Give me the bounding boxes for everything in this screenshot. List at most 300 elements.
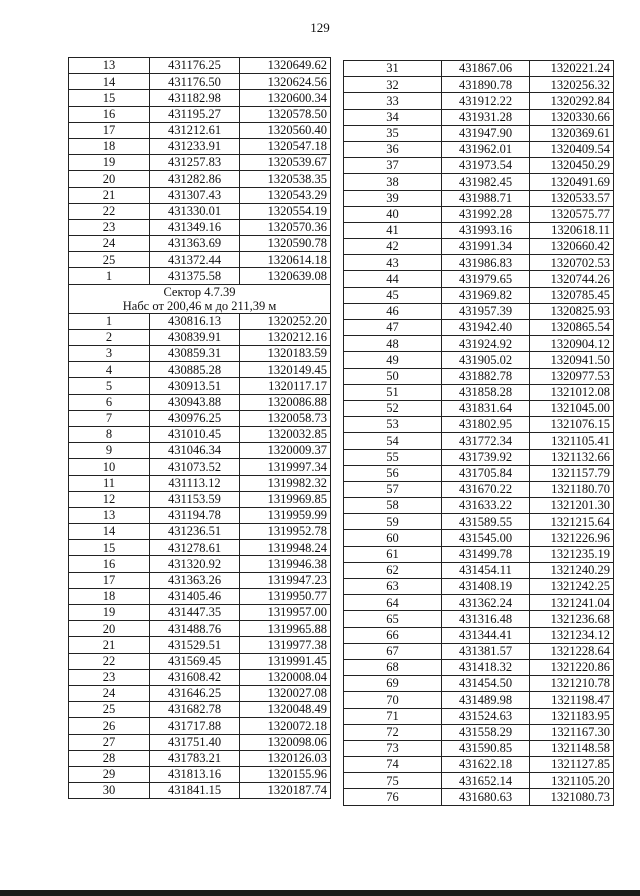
table-row — [69, 540, 331, 556]
y-coordinate: 1320086.88 — [240, 394, 331, 410]
y-coordinate: 1319947.23 — [240, 572, 331, 588]
y-coordinate: 1320149.45 — [240, 362, 331, 378]
y-coordinate: 1320539.67 — [240, 155, 331, 171]
point-number: 60 — [344, 530, 442, 546]
point-number: 58 — [344, 498, 442, 514]
point-number: 73 — [344, 740, 442, 756]
table-row — [69, 475, 331, 491]
point-number: 23 — [69, 669, 150, 685]
table-row — [69, 378, 331, 394]
x-coordinate: 431772.34 — [442, 433, 530, 449]
point-number: 26 — [69, 718, 150, 734]
y-coordinate: 1319946.38 — [240, 556, 331, 572]
table-row — [344, 320, 614, 336]
point-number: 55 — [344, 449, 442, 465]
x-coordinate: 431991.34 — [442, 239, 530, 255]
table-row — [69, 106, 331, 122]
y-coordinate: 1320027.08 — [240, 685, 331, 701]
y-coordinate: 1320032.85 — [240, 426, 331, 442]
point-number: 74 — [344, 757, 442, 773]
point-number: 37 — [344, 158, 442, 174]
table-row — [344, 93, 614, 109]
y-coordinate: 1319965.88 — [240, 621, 331, 637]
x-coordinate: 431405.46 — [150, 588, 240, 604]
y-coordinate: 1320560.40 — [240, 122, 331, 138]
y-coordinate: 1320252.20 — [240, 313, 331, 329]
table-row — [344, 433, 614, 449]
x-coordinate: 431176.50 — [150, 74, 240, 90]
x-coordinate: 431316.48 — [442, 611, 530, 627]
point-number: 69 — [344, 676, 442, 692]
table-row — [69, 410, 331, 426]
x-coordinate: 431867.06 — [442, 61, 530, 77]
table-row — [69, 122, 331, 138]
point-number: 75 — [344, 773, 442, 789]
table-row — [344, 141, 614, 157]
x-coordinate: 431363.26 — [150, 572, 240, 588]
y-coordinate: 1321180.70 — [530, 481, 614, 497]
point-number: 43 — [344, 255, 442, 271]
table-row — [69, 621, 331, 637]
x-coordinate: 431962.01 — [442, 141, 530, 157]
y-coordinate: 1320072.18 — [240, 718, 331, 734]
point-number: 12 — [69, 491, 150, 507]
y-coordinate: 1320098.06 — [240, 734, 331, 750]
point-number: 62 — [344, 562, 442, 578]
x-coordinate: 430839.91 — [150, 329, 240, 345]
sector-subtitle: Набс от 200,46 м до 211,39 м — [122, 298, 277, 313]
table-row — [344, 692, 614, 708]
y-coordinate: 1320547.18 — [240, 138, 331, 154]
x-coordinate: 431236.51 — [150, 524, 240, 540]
y-coordinate: 1321201.30 — [530, 498, 614, 514]
table-row — [344, 740, 614, 756]
x-coordinate: 431408.19 — [442, 579, 530, 595]
left-table-top-rows — [69, 58, 331, 285]
x-coordinate: 431813.16 — [150, 766, 240, 782]
table-row — [344, 222, 614, 238]
y-coordinate: 1320409.54 — [530, 141, 614, 157]
point-number: 29 — [69, 766, 150, 782]
table-row — [344, 643, 614, 659]
point-number: 14 — [69, 524, 150, 540]
y-coordinate: 1321157.79 — [530, 465, 614, 481]
table-row — [344, 498, 614, 514]
point-number: 10 — [69, 459, 150, 475]
x-coordinate: 431363.69 — [150, 236, 240, 252]
x-coordinate: 430943.88 — [150, 394, 240, 410]
x-coordinate: 431046.34 — [150, 443, 240, 459]
point-number: 17 — [69, 572, 150, 588]
table-row — [344, 676, 614, 692]
table-row — [344, 481, 614, 497]
y-coordinate: 1321127.85 — [530, 757, 614, 773]
y-coordinate: 1320590.78 — [240, 236, 331, 252]
x-coordinate: 431375.58 — [150, 268, 240, 284]
x-coordinate: 431802.95 — [442, 417, 530, 433]
point-number: 15 — [69, 90, 150, 106]
x-coordinate: 431153.59 — [150, 491, 240, 507]
x-coordinate: 431979.65 — [442, 271, 530, 287]
y-coordinate: 1319959.99 — [240, 507, 331, 523]
point-number: 19 — [69, 155, 150, 171]
point-number: 1 — [69, 313, 150, 329]
y-coordinate: 1321198.47 — [530, 692, 614, 708]
x-coordinate: 431969.82 — [442, 287, 530, 303]
x-coordinate: 431307.43 — [150, 187, 240, 203]
point-number: 66 — [344, 627, 442, 643]
point-number: 28 — [69, 750, 150, 766]
x-coordinate: 430859.31 — [150, 346, 240, 362]
point-number: 24 — [69, 236, 150, 252]
x-coordinate: 431957.39 — [442, 303, 530, 319]
x-coordinate: 431282.86 — [150, 171, 240, 187]
point-number: 19 — [69, 605, 150, 621]
y-coordinate: 1321132.66 — [530, 449, 614, 465]
y-coordinate: 1320624.56 — [240, 74, 331, 90]
x-coordinate: 431947.90 — [442, 125, 530, 141]
point-number: 2 — [69, 329, 150, 345]
point-number: 40 — [344, 206, 442, 222]
y-coordinate: 1321105.20 — [530, 773, 614, 789]
point-number: 18 — [69, 138, 150, 154]
y-coordinate: 1319957.00 — [240, 605, 331, 621]
x-coordinate: 431344.41 — [442, 627, 530, 643]
table-row — [69, 313, 331, 329]
y-coordinate: 1320649.62 — [240, 58, 331, 74]
x-coordinate: 431212.61 — [150, 122, 240, 138]
y-coordinate: 1320126.03 — [240, 750, 331, 766]
x-coordinate: 431488.76 — [150, 621, 240, 637]
x-coordinate: 431680.63 — [442, 789, 530, 805]
table-row — [344, 773, 614, 789]
table-row — [344, 465, 614, 481]
y-coordinate: 1320491.69 — [530, 174, 614, 190]
point-number: 22 — [69, 653, 150, 669]
x-coordinate: 431912.22 — [442, 93, 530, 109]
y-coordinate: 1321012.08 — [530, 384, 614, 400]
x-coordinate: 431751.40 — [150, 734, 240, 750]
table-row — [344, 611, 614, 627]
x-coordinate: 431372.44 — [150, 252, 240, 268]
table-row — [344, 400, 614, 416]
table-row — [344, 514, 614, 530]
y-coordinate: 1319982.32 — [240, 475, 331, 491]
y-coordinate: 1321236.68 — [530, 611, 614, 627]
y-coordinate: 1320744.26 — [530, 271, 614, 287]
point-number: 21 — [69, 637, 150, 653]
x-coordinate: 431194.78 — [150, 507, 240, 523]
table-row — [344, 757, 614, 773]
point-number: 21 — [69, 187, 150, 203]
point-number: 20 — [69, 171, 150, 187]
sector-title: Сектор 4.7.39 — [163, 284, 236, 299]
x-coordinate: 431783.21 — [150, 750, 240, 766]
y-coordinate: 1320702.53 — [530, 255, 614, 271]
point-number: 24 — [69, 685, 150, 701]
y-coordinate: 1321241.04 — [530, 595, 614, 611]
x-coordinate: 430885.28 — [150, 362, 240, 378]
point-number: 3 — [69, 346, 150, 362]
x-coordinate: 431454.11 — [442, 562, 530, 578]
table-row — [69, 443, 331, 459]
table-row — [344, 595, 614, 611]
coordinates-table-left — [68, 57, 331, 799]
x-coordinate: 431320.92 — [150, 556, 240, 572]
point-number: 35 — [344, 125, 442, 141]
table-row — [344, 206, 614, 222]
point-number: 1 — [69, 268, 150, 284]
point-number: 72 — [344, 724, 442, 740]
table-row — [69, 734, 331, 750]
y-coordinate: 1320825.93 — [530, 303, 614, 319]
y-coordinate: 1320533.57 — [530, 190, 614, 206]
table-row — [69, 426, 331, 442]
point-number: 11 — [69, 475, 150, 491]
point-number: 14 — [69, 74, 150, 90]
point-number: 52 — [344, 400, 442, 416]
x-coordinate: 430816.13 — [150, 313, 240, 329]
point-number: 61 — [344, 546, 442, 562]
y-coordinate: 1321076.15 — [530, 417, 614, 433]
table-row — [344, 546, 614, 562]
point-number: 31 — [344, 61, 442, 77]
point-number: 5 — [69, 378, 150, 394]
table-row — [344, 384, 614, 400]
x-coordinate: 431986.83 — [442, 255, 530, 271]
table-row — [69, 588, 331, 604]
table-row — [69, 155, 331, 171]
point-number: 42 — [344, 239, 442, 255]
y-coordinate: 1320538.35 — [240, 171, 331, 187]
y-coordinate: 1320183.59 — [240, 346, 331, 362]
y-coordinate: 1320155.96 — [240, 766, 331, 782]
point-number: 46 — [344, 303, 442, 319]
table-row — [69, 329, 331, 345]
point-number: 56 — [344, 465, 442, 481]
point-number: 39 — [344, 190, 442, 206]
x-coordinate: 431590.85 — [442, 740, 530, 756]
table-row — [344, 530, 614, 546]
x-coordinate: 431608.42 — [150, 669, 240, 685]
y-coordinate: 1320187.74 — [240, 783, 331, 799]
table-row — [69, 637, 331, 653]
point-number: 50 — [344, 368, 442, 384]
y-coordinate: 1320941.50 — [530, 352, 614, 368]
y-coordinate: 1321226.96 — [530, 530, 614, 546]
table-row — [69, 669, 331, 685]
sector-header-group — [69, 284, 331, 313]
y-coordinate: 1320660.42 — [530, 239, 614, 255]
y-coordinate: 1321183.95 — [530, 708, 614, 724]
y-coordinate: 1321215.64 — [530, 514, 614, 530]
y-coordinate: 1320570.36 — [240, 219, 331, 235]
table-row — [69, 268, 331, 284]
x-coordinate: 431831.64 — [442, 400, 530, 416]
point-number: 45 — [344, 287, 442, 303]
table-row — [69, 572, 331, 588]
left-table-bottom-rows — [69, 313, 331, 799]
y-coordinate: 1320058.73 — [240, 410, 331, 426]
scan-edge-bar — [0, 890, 640, 896]
point-number: 8 — [69, 426, 150, 442]
point-number: 32 — [344, 77, 442, 93]
y-coordinate: 1321105.41 — [530, 433, 614, 449]
table-row — [344, 287, 614, 303]
y-coordinate: 1320785.45 — [530, 287, 614, 303]
y-coordinate: 1320369.61 — [530, 125, 614, 141]
sector-header-row — [69, 284, 331, 313]
x-coordinate: 431652.14 — [442, 773, 530, 789]
y-coordinate: 1319969.85 — [240, 491, 331, 507]
y-coordinate: 1319952.78 — [240, 524, 331, 540]
x-coordinate: 430913.51 — [150, 378, 240, 394]
y-coordinate: 1320048.49 — [240, 702, 331, 718]
table-row — [344, 239, 614, 255]
x-coordinate: 431905.02 — [442, 352, 530, 368]
x-coordinate: 431381.57 — [442, 643, 530, 659]
table-row — [344, 255, 614, 271]
table-row — [69, 362, 331, 378]
x-coordinate: 431257.83 — [150, 155, 240, 171]
point-number: 23 — [69, 219, 150, 235]
y-coordinate: 1321235.19 — [530, 546, 614, 562]
x-coordinate: 431982.45 — [442, 174, 530, 190]
point-number: 65 — [344, 611, 442, 627]
x-coordinate: 431931.28 — [442, 109, 530, 125]
y-coordinate: 1319991.45 — [240, 653, 331, 669]
point-number: 16 — [69, 106, 150, 122]
point-number: 4 — [69, 362, 150, 378]
x-coordinate: 431858.28 — [442, 384, 530, 400]
y-coordinate: 1321234.12 — [530, 627, 614, 643]
x-coordinate: 431489.98 — [442, 692, 530, 708]
x-coordinate: 431942.40 — [442, 320, 530, 336]
x-coordinate: 431418.32 — [442, 659, 530, 675]
y-coordinate: 1320575.77 — [530, 206, 614, 222]
y-coordinate: 1321210.78 — [530, 676, 614, 692]
point-number: 76 — [344, 789, 442, 805]
x-coordinate: 431010.45 — [150, 426, 240, 442]
table-row — [344, 303, 614, 319]
point-number: 9 — [69, 443, 150, 459]
x-coordinate: 431362.24 — [442, 595, 530, 611]
table-row — [344, 77, 614, 93]
table-row — [344, 336, 614, 352]
table-row — [344, 125, 614, 141]
y-coordinate: 1321228.64 — [530, 643, 614, 659]
table-row — [69, 58, 331, 74]
y-coordinate: 1320865.54 — [530, 320, 614, 336]
y-coordinate: 1320600.34 — [240, 90, 331, 106]
y-coordinate: 1320221.24 — [530, 61, 614, 77]
x-coordinate: 431349.16 — [150, 219, 240, 235]
point-number: 41 — [344, 222, 442, 238]
point-number: 20 — [69, 621, 150, 637]
point-number: 68 — [344, 659, 442, 675]
y-coordinate: 1321242.25 — [530, 579, 614, 595]
point-number: 36 — [344, 141, 442, 157]
x-coordinate: 431454.50 — [442, 676, 530, 692]
y-coordinate: 1319997.34 — [240, 459, 331, 475]
x-coordinate: 431233.91 — [150, 138, 240, 154]
table-row — [69, 507, 331, 523]
table-row — [69, 783, 331, 799]
point-number: 54 — [344, 433, 442, 449]
point-number: 22 — [69, 203, 150, 219]
point-number: 70 — [344, 692, 442, 708]
table-row — [344, 190, 614, 206]
x-coordinate: 431278.61 — [150, 540, 240, 556]
table-row — [69, 653, 331, 669]
table-row — [344, 368, 614, 384]
y-coordinate: 1320212.16 — [240, 329, 331, 345]
table-row — [344, 174, 614, 190]
point-number: 47 — [344, 320, 442, 336]
table-row — [69, 74, 331, 90]
table-row — [69, 491, 331, 507]
point-number: 30 — [69, 783, 150, 799]
point-number: 67 — [344, 643, 442, 659]
table-row — [69, 394, 331, 410]
y-coordinate: 1320554.19 — [240, 203, 331, 219]
table-row — [344, 789, 614, 805]
x-coordinate: 431558.29 — [442, 724, 530, 740]
x-coordinate: 431992.28 — [442, 206, 530, 222]
y-coordinate: 1319948.24 — [240, 540, 331, 556]
point-number: 59 — [344, 514, 442, 530]
point-number: 63 — [344, 579, 442, 595]
y-coordinate: 1321240.29 — [530, 562, 614, 578]
table-row — [344, 562, 614, 578]
x-coordinate: 431682.78 — [150, 702, 240, 718]
table-row — [69, 718, 331, 734]
x-coordinate: 431182.98 — [150, 90, 240, 106]
x-coordinate: 431717.88 — [150, 718, 240, 734]
y-coordinate: 1320977.53 — [530, 368, 614, 384]
table-row — [69, 236, 331, 252]
table-row — [69, 685, 331, 701]
table-row — [69, 459, 331, 475]
table-row — [69, 524, 331, 540]
table-row — [344, 627, 614, 643]
x-coordinate: 431330.01 — [150, 203, 240, 219]
point-number: 34 — [344, 109, 442, 125]
table-row — [69, 187, 331, 203]
point-number: 7 — [69, 410, 150, 426]
y-coordinate: 1320618.11 — [530, 222, 614, 238]
sector-header-cell — [69, 284, 331, 313]
x-coordinate: 431890.78 — [442, 77, 530, 93]
x-coordinate: 431993.16 — [442, 222, 530, 238]
x-coordinate: 431633.22 — [442, 498, 530, 514]
point-number: 25 — [69, 252, 150, 268]
y-coordinate: 1321045.00 — [530, 400, 614, 416]
table-row — [344, 449, 614, 465]
point-number: 49 — [344, 352, 442, 368]
y-coordinate: 1319977.38 — [240, 637, 331, 653]
x-coordinate: 431646.25 — [150, 685, 240, 701]
y-coordinate: 1320639.08 — [240, 268, 331, 284]
y-coordinate: 1321167.30 — [530, 724, 614, 740]
y-coordinate: 1320578.50 — [240, 106, 331, 122]
point-number: 25 — [69, 702, 150, 718]
y-coordinate: 1320008.04 — [240, 669, 331, 685]
y-coordinate: 1321080.73 — [530, 789, 614, 805]
table-row — [69, 171, 331, 187]
table-row — [344, 659, 614, 675]
x-coordinate: 431529.51 — [150, 637, 240, 653]
